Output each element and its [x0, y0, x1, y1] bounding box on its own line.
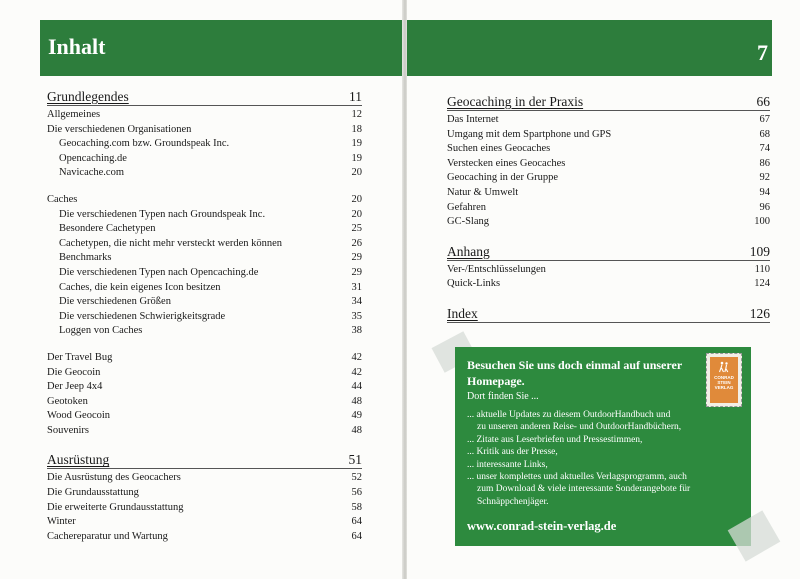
toc-entry-page: 100 — [754, 216, 770, 228]
toc-entry — [447, 113, 770, 128]
toc-entry-label: Das Internet — [447, 114, 499, 125]
toc-entry — [47, 351, 362, 366]
toc-entry — [447, 263, 770, 278]
section-title: Ausrüstung — [47, 452, 110, 468]
toc-entry — [47, 424, 362, 439]
toc-entry-label: Caches — [47, 193, 78, 205]
toc-entry-label: Winter — [47, 516, 76, 528]
toc-entry-page: 20 — [351, 167, 362, 179]
toc-entry — [47, 530, 362, 545]
promo-item: ... unser komplettes und aktuelles Verlagsprogramm, auch — [467, 472, 687, 483]
section-heading — [47, 89, 362, 106]
toc-entry — [47, 501, 362, 516]
toc-entry-page: 48 — [351, 424, 362, 436]
toc-entry — [47, 281, 362, 296]
toc-entry-page: 25 — [351, 223, 362, 235]
toc-entry-label: Der Jeep 4x4 — [47, 381, 103, 393]
toc-entry — [447, 157, 770, 172]
toc-entry — [447, 171, 770, 186]
section-heading — [47, 452, 362, 469]
toc-entry — [47, 123, 362, 138]
toc-entry-label: Verstecken eines Geocaches — [447, 157, 566, 169]
toc-entry — [47, 137, 362, 152]
toc-entry-label: Opencaching.de — [59, 152, 127, 164]
toc-entry-page: 74 — [759, 143, 770, 155]
promo-item: zum Download & viele interessante Sonderangebote für — [477, 484, 691, 495]
toc-entry — [47, 366, 362, 381]
promo-item: ... Zitate aus Leserbriefen und Pressestimmen, — [467, 434, 643, 445]
toc-entry-label: Umgang mit dem Spartphone und GPS — [447, 128, 612, 140]
toc-entry-label: Die verschiedenen Typen nach Opencaching.de — [59, 266, 259, 278]
toc-entry-label: Cachereparatur und Wartung — [47, 530, 168, 542]
toc-entry — [47, 324, 362, 339]
toc-entry — [47, 486, 362, 501]
toc-entry-label: Die Ausrüstung des Geocachers — [47, 472, 181, 484]
toc-entry-label: Die Geocoin — [47, 366, 101, 378]
toc-entry — [447, 201, 770, 216]
toc-entry — [47, 166, 362, 181]
toc-entry — [47, 295, 362, 310]
section-page: 66 — [756, 94, 770, 109]
toc-entry-page: 92 — [759, 172, 770, 184]
section-title: Index — [447, 305, 478, 321]
toc-entry-page: 110 — [754, 263, 770, 275]
toc-entry — [447, 215, 770, 230]
spacer — [47, 438, 362, 452]
toc-entry — [47, 310, 362, 325]
toc-entry-label: Loggen von Caches — [59, 325, 143, 337]
toc-entry-page: 20 — [351, 193, 362, 205]
toc-entry-label: Geocaching.com bzw. Groundspeak Inc. — [59, 138, 230, 150]
toc-entry-label: Benchmarks — [59, 252, 112, 264]
toc-entry-label: Die verschiedenen Schwierigkeitsgrade — [59, 310, 226, 322]
toc-entry-label: Navicache.com — [59, 167, 125, 179]
toc-right — [447, 94, 770, 325]
toc-entry-page: 34 — [351, 296, 362, 308]
toc-entry-label: Ver-/Entschlüsselungen — [447, 263, 546, 275]
toc-entry-label: Die Grundausstattung — [47, 487, 139, 499]
toc-entry-label: Wood Geocoin — [47, 410, 111, 422]
section-page: 11 — [349, 89, 362, 104]
toc-entry-label: Natur & Umwelt — [447, 186, 519, 198]
toc-left — [47, 89, 362, 544]
toc-entry-page: 64 — [351, 516, 362, 528]
section-page: 109 — [749, 243, 770, 259]
toc-entry — [47, 395, 362, 410]
toc-entry-page: 35 — [351, 310, 362, 322]
toc-entry — [447, 142, 770, 157]
section-title: Geocaching in der Praxis — [447, 94, 584, 109]
toc-entry-page: 38 — [351, 325, 362, 337]
toc-entry — [447, 277, 770, 292]
toc-entry-page: 124 — [754, 278, 770, 290]
toc-entry — [447, 186, 770, 201]
logo-line: CONRAD — [714, 375, 734, 380]
promo-url-link[interactable]: www.conrad-stein-verlag.de — [467, 519, 617, 533]
promo-intro: Dort finden Sie ... — [467, 391, 539, 402]
toc-entry-page: 20 — [351, 208, 362, 220]
section-page: 51 — [348, 452, 362, 468]
section-title: Grundlegendes — [47, 89, 129, 104]
toc-entry-label: Cachetypen, die nicht mehr versteckt werden können — [59, 237, 283, 249]
publisher-logo — [706, 353, 742, 407]
toc-entry — [47, 380, 362, 395]
toc-entry-page: 19 — [351, 138, 362, 150]
promo-list — [467, 409, 737, 508]
toc-entry-label: Geotoken — [47, 395, 88, 407]
toc-entry — [47, 409, 362, 424]
toc-entry-label: Die verschiedenen Organisationen — [47, 123, 192, 135]
toc-entry-page: 12 — [351, 109, 362, 120]
toc-entry-page: 68 — [759, 128, 770, 140]
toc-entry-page: 18 — [351, 123, 362, 135]
toc-entry — [47, 222, 362, 237]
section-heading — [447, 244, 770, 261]
section-heading — [447, 306, 770, 323]
toc-entry-label: Geocaching in der Gruppe — [447, 172, 559, 184]
header-band-right — [407, 20, 772, 76]
toc-entry-label: Der Travel Bug — [47, 351, 113, 363]
toc-entry-label: Allgemeines — [47, 109, 101, 120]
toc-entry — [47, 471, 362, 486]
section-page: 126 — [749, 305, 770, 321]
toc-entry — [447, 128, 770, 143]
page-number: 7 — [757, 40, 768, 65]
toc-entry-page: 42 — [351, 366, 362, 378]
toc-entry-page: 96 — [759, 201, 770, 213]
toc-entry-page: 58 — [351, 501, 362, 513]
hiker-icon — [718, 361, 730, 373]
toc-entry-page: 29 — [351, 252, 362, 264]
toc-entry-page: 19 — [351, 152, 362, 164]
promo-heading: Besuchen Sie uns doch einmal auf unserer Homepage. — [467, 358, 682, 388]
toc-entry — [47, 193, 362, 208]
toc-entry-label: Besondere Cachetypen — [59, 223, 156, 235]
promo-item: Schnäppchenjäger. — [477, 496, 549, 507]
toc-entry — [47, 152, 362, 167]
spacer — [47, 339, 362, 351]
toc-entry-label: Quick-Links — [447, 278, 501, 290]
logo-line: STEIN — [717, 380, 731, 385]
toc-entry-page: 67 — [759, 114, 770, 125]
promo-item: ... aktuelle Updates zu diesem OutdoorHandbuch und — [467, 410, 671, 420]
spacer — [447, 292, 770, 306]
page-title: Inhalt — [48, 34, 106, 59]
spacer — [47, 181, 362, 193]
toc-entry-page: 31 — [351, 281, 362, 293]
toc-entry-page: 42 — [351, 351, 362, 363]
toc-entry — [47, 208, 362, 223]
toc-entry-label: Caches, die kein eigenes Icon besitzen — [59, 281, 221, 293]
promo-box — [455, 347, 751, 546]
toc-entry-label: Gefahren — [447, 201, 487, 213]
toc-entry-page: 26 — [351, 237, 362, 249]
toc-entry-label: Die erweiterte Grundausstattung — [47, 501, 184, 513]
promo-item: zu unseren anderen Reise- und OutdoorHandbüchern, — [477, 422, 682, 433]
toc-entry-label: Suchen eines Geocaches — [447, 143, 551, 155]
toc-entry-page: 44 — [351, 381, 362, 393]
toc-entry-page: 48 — [351, 395, 362, 407]
toc-entry — [47, 237, 362, 252]
toc-entry-label: GC-Slang — [447, 216, 489, 228]
toc-entry — [47, 108, 362, 123]
section-heading — [447, 94, 770, 111]
section-title: Anhang — [447, 243, 490, 259]
toc-entry-page: 86 — [759, 157, 770, 169]
toc-entry-page: 49 — [351, 410, 362, 422]
toc-entry — [47, 515, 362, 530]
promo-item: ... Kritik aus der Presse, — [467, 447, 558, 458]
header-band-left — [40, 20, 404, 76]
promo-item: ... interessante Links, — [467, 459, 548, 470]
toc-entry-label: Die verschiedenen Typen nach Groundspeak Inc. — [59, 208, 266, 220]
toc-entry — [47, 266, 362, 281]
toc-entry-label: Souvenirs — [47, 424, 89, 436]
toc-entry-label: Die verschiedenen Größen — [59, 296, 171, 308]
spacer — [447, 230, 770, 244]
toc-entry — [47, 251, 362, 266]
toc-entry-page: 29 — [351, 266, 362, 278]
logo-line: VERLAG — [714, 385, 734, 390]
toc-entry-page: 94 — [759, 186, 770, 198]
toc-entry-page: 64 — [351, 530, 362, 542]
toc-entry-page: 52 — [351, 472, 362, 484]
toc-entry-page: 56 — [351, 487, 362, 499]
